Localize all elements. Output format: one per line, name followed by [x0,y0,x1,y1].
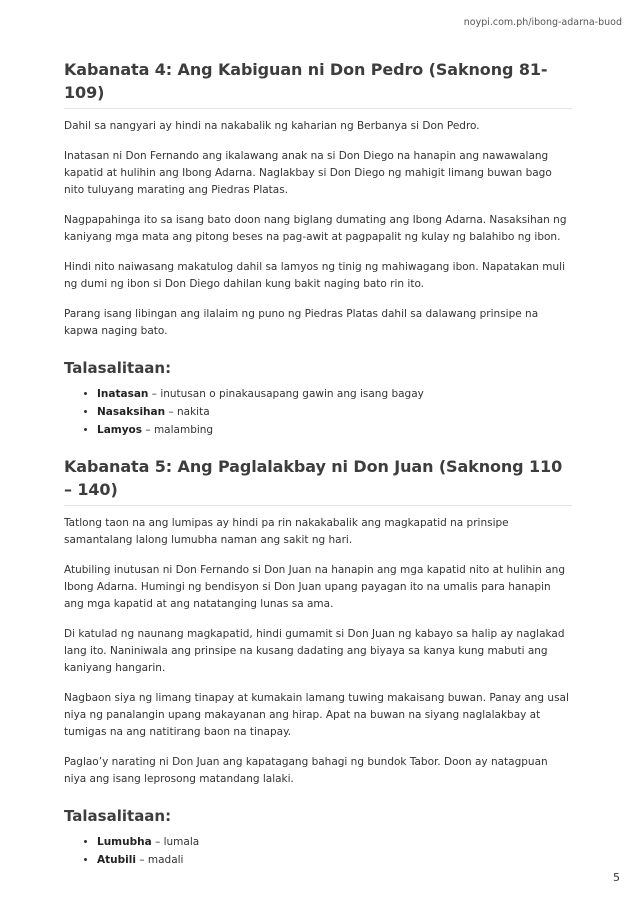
chapter-4-paragraph: Hindi nito naiwasang makatulog dahil sa lamyos ng tinig ng mahiwagang ibon. Napatakan muli ng dumi ng ibon si Don Diego dahilan kung bakit naging bato rin ito. [64,261,565,290]
vocab-item [97,403,572,421]
chapter-5-paragraph: Nagbaon siya ng limang tinapay at kumakain lamang tuwing makaisang buwan. Panay ang usal niya ng panalangin upang makayanan ang hirap. Apat na buwan na siyang naglalakbay at tumigas na ang natitirang baon na tinapay. [64,692,569,738]
vocab-item [97,421,572,439]
chapter-4-vocab-heading: Talasalitaan: [64,359,172,377]
vocab-term: Nasaksihan [97,406,166,418]
chapter-5-title: Kabanata 5: Ang Paglalakbay ni Don Juan (Saknong 110 – 140) [64,455,572,506]
vocab-definition: – nakita [165,406,210,418]
vocab-term: Lumubha [97,836,152,848]
page-number: 5 [613,871,620,884]
vocab-definition: – madali [135,854,184,866]
chapter-4-paragraph: Parang isang libingan ang ilalaim ng puno ng Piedras Platas dahil sa dalawang prinsipe na kapwa naging bato. [64,308,539,337]
vocab-definition: – inutusan o pinakausapang gawin ang isang bagay [148,388,424,400]
chapter-4-paragraph: Inatasan ni Don Fernando ang ikalawang anak na si Don Diego na hanapin ang nawawalang kapatid at hulihin ang Ibong Adarna. Naglakbay si Don Diego ng mahigit limang buwan bago nito tuluyang marating ang Piedras Platas. [64,150,552,196]
vocab-definition: – lumala [151,836,200,848]
chapter-5-vocab-list [64,833,572,869]
chapter-4-paragraph: Dahil sa nangyari ay hindi na nakabalik ng kaharian ng Berbanya si Don Pedro. [64,120,480,132]
chapter-5-paragraph: Paglao’y narating ni Don Juan ang kapatagang bahagi ng bundok Tabor. Doon ay natagpuan niya ang isang leprosong matandang lalaki. [64,756,548,785]
page-content [64,58,572,869]
chapter-5-paragraph: Di katulad ng naunang magkapatid, hindi gumamit si Don Juan ng kabayo sa halip ay naglakad lang ito. Naniniwala ang prinsipe na kusang dadating ang biyaya sa kanya kung mabuti ang kaniyang hangarin. [64,628,565,674]
vocab-definition: – malambing [142,424,214,436]
vocab-item [97,851,572,869]
vocab-item [97,385,572,403]
source-url: noypi.com.ph/ibong-adarna-buod [463,17,622,28]
vocab-term: Lamyos [97,424,143,436]
chapter-4-paragraph: Nagpapahinga ito sa isang bato doon nang biglang dumating ang Ibong Adarna. Nasaksihan ng kaniyang mga mata ang pitong beses na pag-awit at pagpapalit ng kulay ng balahibo ng ibon. [64,214,567,243]
vocab-term: Atubili [97,854,136,866]
chapter-4-vocab-list [64,385,572,439]
vocab-term: Inatasan [97,388,149,400]
chapter-5-vocab-heading: Talasalitaan: [64,807,172,825]
chapter-4-title: Kabanata 4: Ang Kabiguan ni Don Pedro (Saknong 81-109) [64,58,572,109]
chapter-5-paragraph: Atubiling inutusan ni Don Fernando si Don Juan na hanapin ang mga kapatid nito at hulihin ang Ibong Adarna. Humingi ng bendisyon si Don Juan upang payagan ito na umalis para hanapin ang mga kapatid at ang natatanging lunas sa ama. [64,564,565,610]
chapter-5-paragraph: Tatlong taon na ang lumipas ay hindi pa rin nakakabalik ang magkapatid na prinsipe samantalang lalong lumubha naman ang sakit ng hari. [64,517,509,546]
vocab-item [97,833,572,851]
